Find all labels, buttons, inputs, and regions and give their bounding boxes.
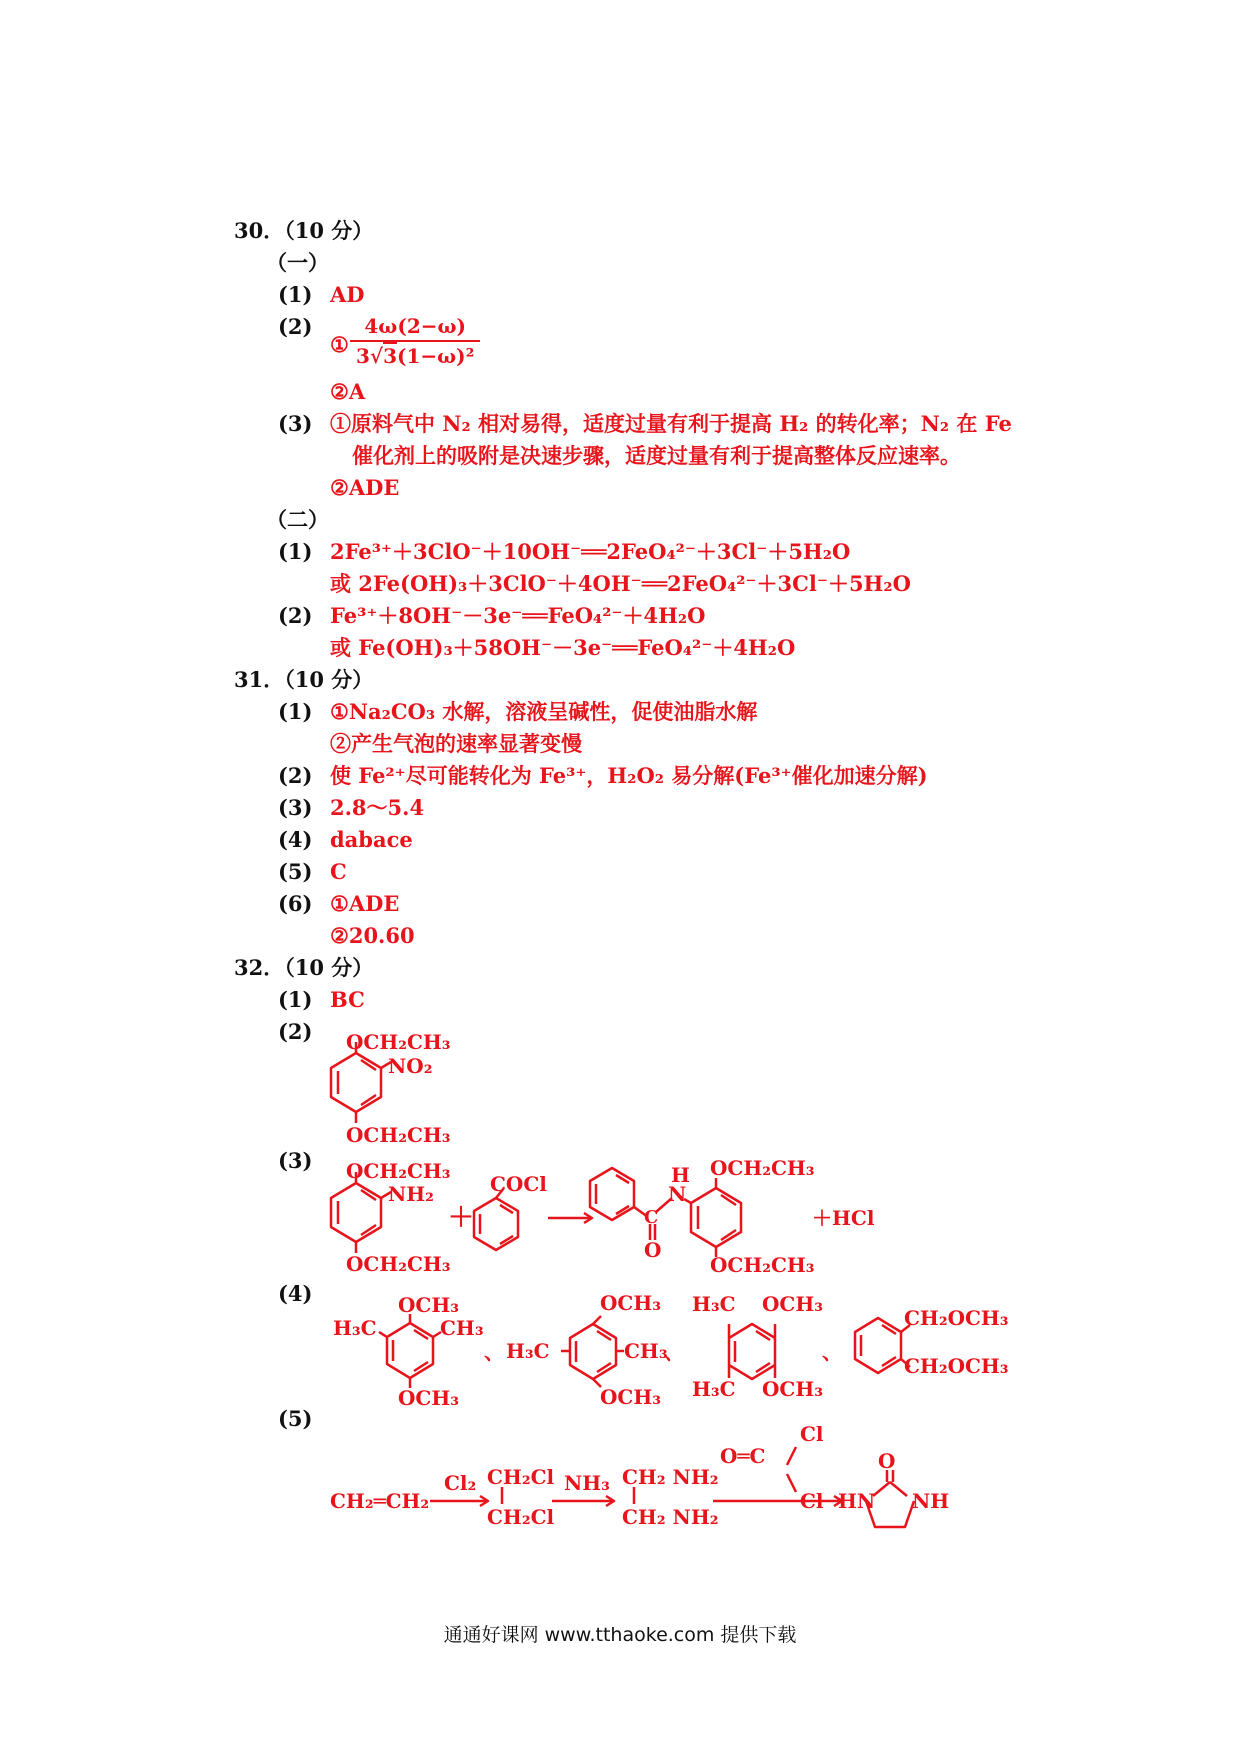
label-h3c: H₃C (506, 1339, 550, 1363)
q31-item-number: (1) (278, 699, 313, 724)
plus-sign: ＋ (448, 1203, 475, 1233)
label-no2: NO₂ (388, 1054, 433, 1078)
q30-answer-3-1-line1: ①原料气中 N₂ 相对易得，适度过量有利于提高 H₂ 的转化率；N₂ 在 Fe (330, 411, 1012, 436)
q30-part-two: （二） (266, 507, 329, 532)
q32-title: 32．（10 分） (234, 955, 374, 980)
q31-item-number: (4) (278, 827, 313, 852)
q32-item-number: (3) (278, 1148, 313, 1173)
label-cl2: Cl₂ (444, 1471, 477, 1495)
q31-answer-3: 2.8～5.4 (330, 795, 425, 820)
q31-answer-5: C (330, 859, 347, 884)
q32-item-number: (4) (278, 1281, 313, 1306)
label-ch2nh2: CH₂ NH₂ (622, 1505, 719, 1529)
q30-equation-1-alt: 或 2Fe(OH)₃＋3ClO⁻＋4OH⁻══2FeO₄²⁻＋3Cl⁻＋5H₂O (330, 571, 911, 596)
q31-answer-4: dabace (330, 827, 413, 852)
sqrt-sign: √ (369, 344, 384, 368)
q31-answer-1-1: ①Na₂CO₃ 水解，溶液呈碱性，促使油脂水解 (330, 699, 758, 724)
label-och2ch3: OCH₂CH₃ (346, 1123, 451, 1147)
q32-answer-1: BC (330, 987, 365, 1012)
label-ch2nh2: CH₂ NH₂ (622, 1465, 719, 1489)
bond (890, 1482, 907, 1496)
label-cl: Cl (800, 1422, 824, 1446)
q30-item-number: (2) (278, 603, 313, 628)
q31-answer-6-2: ②20.60 (330, 923, 415, 948)
q30-item-number: (3) (278, 411, 313, 436)
den-root: 3 (383, 344, 397, 368)
label-cocl: COCl (490, 1172, 547, 1196)
q32-item-number: (2) (278, 1019, 313, 1044)
q30-item-number: (2) (278, 314, 313, 339)
label-cl: Cl (800, 1489, 824, 1513)
q30-circle-1: ① (330, 332, 349, 357)
footer: 通通好课网 www.tthaoke.com 提供下载 (443, 1624, 797, 1646)
q31-item-number: (6) (278, 891, 313, 916)
bond (787, 1474, 796, 1492)
q30-part-one: （一） (266, 250, 329, 275)
separator: 、 (664, 1340, 684, 1364)
separator: 、 (484, 1340, 504, 1364)
bond (873, 1482, 890, 1496)
bond (379, 1332, 387, 1337)
q31-item-number: (2) (278, 763, 313, 788)
q30-item-number: (1) (278, 282, 313, 307)
label-nh3: NH₃ (564, 1471, 610, 1495)
label-c: C (644, 1207, 659, 1228)
q30-answer-1: AD (330, 282, 365, 307)
q30-title: 30．（10 分） (234, 218, 374, 243)
label-ethene: CH₂═CH₂ (330, 1489, 430, 1513)
q31-answer-6-1: ①ADE (330, 891, 400, 916)
label-och3: OCH₃ (762, 1292, 823, 1316)
label-ch2och3: CH₂OCH₃ (904, 1354, 1009, 1378)
q31-answer-1-2: ②产生气泡的速率显著变慢 (330, 731, 582, 756)
label-n: N (668, 1182, 687, 1206)
label-nh: NH (912, 1489, 950, 1513)
label-och3: OCH₃ (600, 1291, 661, 1315)
q31-item-number: (5) (278, 859, 313, 884)
label-och3: OCH₃ (398, 1386, 459, 1410)
den-coef: 3 (356, 344, 370, 368)
q30-answer-3-1-line2: 催化剂上的吸附是决速步骤，适度过量有利于提高整体反应速率。 (352, 443, 961, 468)
fraction-numerator: 4ω(2−ω) (350, 314, 480, 342)
label-h3c: H₃C (692, 1377, 736, 1401)
label-ch3: CH₃ (624, 1339, 668, 1363)
label-hn: HN (838, 1489, 876, 1513)
q30-equation-1: 2Fe³⁺＋3ClO⁻＋10OH⁻══2FeO₄²⁻＋3Cl⁻＋5H₂O (330, 539, 851, 564)
label-ch3: CH₃ (440, 1316, 484, 1340)
q30-answer-2-2: ②A (330, 379, 366, 404)
label-h: H (671, 1163, 690, 1187)
q31-answer-2: 使 Fe²⁺尽可能转化为 Fe³⁺，H₂O₂ 易分解(Fe³⁺催化加速分解) (330, 763, 928, 788)
label-plus-hcl: ＋HCl (812, 1206, 875, 1230)
q31-item-number: (3) (278, 795, 313, 820)
q32-item-number: (5) (278, 1406, 313, 1431)
label-ch2cl: CH₂Cl (487, 1505, 555, 1529)
q30-equation-2-alt: 或 Fe(OH)₃＋58OH⁻－3e⁻══FeO₄²⁻＋4H₂O (330, 635, 796, 660)
bond (787, 1447, 796, 1465)
label-o: O (878, 1449, 896, 1473)
label-och3: OCH₃ (762, 1377, 823, 1401)
label-ch2och3: CH₂OCH₃ (904, 1306, 1009, 1330)
label-h3c: H₃C (333, 1316, 377, 1340)
den-factor: (1−ω)² (397, 344, 475, 368)
label-och2ch3: OCH₂CH₃ (346, 1030, 451, 1054)
label-och2ch3: OCH₂CH₃ (710, 1156, 815, 1180)
label-o: O (644, 1238, 662, 1262)
q30-equation-2: Fe³⁺＋8OH⁻－3e⁻══FeO₄²⁻＋4H₂O (330, 603, 706, 628)
label-nh2: NH₂ (388, 1182, 434, 1206)
label-och3: OCH₃ (398, 1293, 459, 1317)
label-h3c: H₃C (692, 1292, 736, 1316)
q31-title: 31．（10 分） (234, 667, 374, 692)
label-och3: OCH₃ (600, 1385, 661, 1409)
q30-answer-3-2: ②ADE (330, 475, 400, 500)
separator: 、 (822, 1340, 842, 1364)
label-phosgene: O═C (720, 1444, 766, 1468)
label-och2ch3: OCH₂CH₃ (710, 1253, 815, 1277)
label-och2ch3: OCH₂CH₃ (346, 1252, 451, 1276)
label-ch2cl: CH₂Cl (487, 1465, 555, 1489)
q30-item-number: (1) (278, 539, 313, 564)
q32-item-number: (1) (278, 987, 313, 1012)
bond (593, 1316, 601, 1324)
label-och2ch3: OCH₂CH₃ (346, 1159, 451, 1183)
